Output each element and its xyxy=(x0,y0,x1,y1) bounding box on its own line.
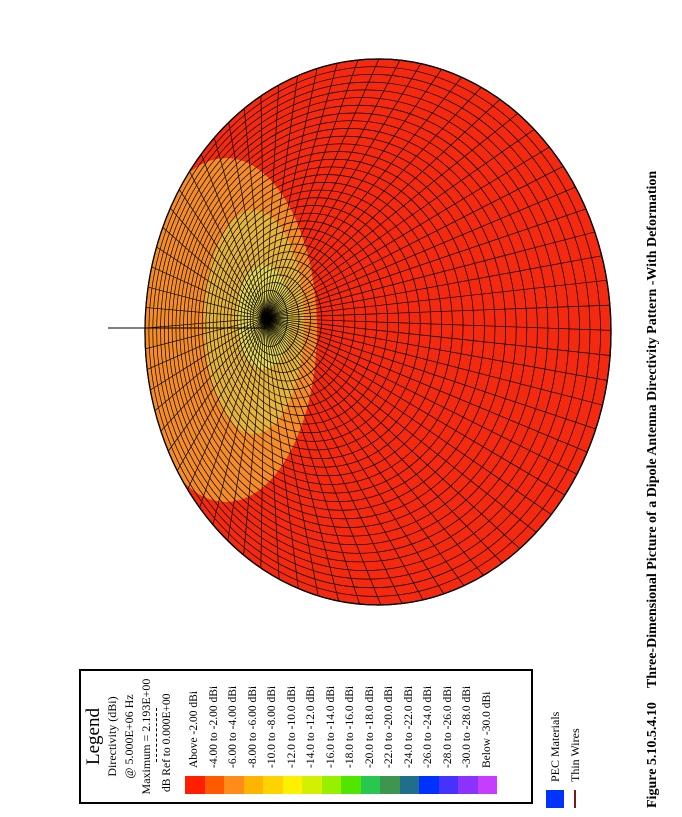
legend-level-label: -20.0 to -18.0 dBi xyxy=(363,685,376,768)
legend-level-label: -10.0 to -8.00 dBi xyxy=(266,685,278,768)
legend-level-label: -12.0 to -10.0 dBi xyxy=(285,685,298,768)
figure-number: Figure 5.10.5.4.10 xyxy=(645,702,660,808)
legend-level-label: -6.00 to -4.00 dBi xyxy=(227,685,239,768)
legend-swatch xyxy=(419,776,439,794)
legend-swatch xyxy=(244,776,264,794)
materials-wire-row xyxy=(565,728,585,808)
legend-level-label: Below -30.0 dBi xyxy=(480,691,493,768)
legend-frequency: @ 5.000E+06 Hz xyxy=(122,694,136,779)
legend-level-label: -18.0 to -16.0 dBi xyxy=(344,685,356,768)
legend-level-label: -16.0 to -14.0 dBi xyxy=(324,685,337,768)
thin-wire-swatch xyxy=(574,790,576,808)
legend-level-label: -28.0 to -26.0 dBi xyxy=(441,685,454,768)
legend-level-label: -24.0 to -22.0 dBi xyxy=(402,685,415,768)
legend-swatch xyxy=(341,776,361,794)
legend-level-label: -22.0 to -20.0 dBi xyxy=(383,685,395,768)
pec-label: PEC Materials xyxy=(547,711,562,782)
legend-swatch xyxy=(361,776,381,794)
legend-level-label: Above -2.00 dBi xyxy=(188,691,200,768)
legend-level-label: -4.00 to -2.00 dBi xyxy=(207,685,220,768)
figure-caption xyxy=(642,18,664,808)
legend-maximum: Maximum = 2.193E+00 xyxy=(139,678,153,795)
legend-swatches xyxy=(185,776,497,794)
legend-swatch xyxy=(439,776,459,794)
legend-swatch xyxy=(185,776,205,794)
pec-swatch xyxy=(546,790,564,808)
legend-box xyxy=(79,669,533,804)
legend-swatch xyxy=(322,776,342,794)
legend-swatch xyxy=(224,776,244,794)
legend-title: Legend xyxy=(83,708,104,765)
legend-reference: dB Ref to 0.000E+00 xyxy=(161,693,173,792)
legend-swatch xyxy=(478,776,498,794)
legend-swatch xyxy=(205,776,225,794)
legend-level-label: -8.00 to -6.00 dBi xyxy=(246,685,259,768)
materials-key xyxy=(545,678,585,808)
legend-level-label: -26.0 to -24.0 dBi xyxy=(422,685,434,768)
legend-quantity: Directivity (dBi) xyxy=(105,696,119,777)
legend-level-label: -14.0 to -12.0 dBi xyxy=(305,685,317,768)
legend-swatch xyxy=(400,776,420,794)
materials-pec-row xyxy=(545,712,565,808)
legend-labels xyxy=(185,686,497,768)
legend-level-label: -30.0 to -28.0 dBi xyxy=(461,685,473,768)
thin-wire-label: Thin Wires xyxy=(567,728,582,782)
figure-caption-text: Three-Dimensional Picture of a Dipole Antenna Directivity Pattern -With Deformation xyxy=(645,170,660,689)
legend-swatch xyxy=(302,776,322,794)
legend-swatch xyxy=(458,776,478,794)
legend-swatch xyxy=(283,776,303,794)
legend-swatch xyxy=(380,776,400,794)
legend-swatch xyxy=(263,776,283,794)
legend-divider xyxy=(156,708,157,762)
